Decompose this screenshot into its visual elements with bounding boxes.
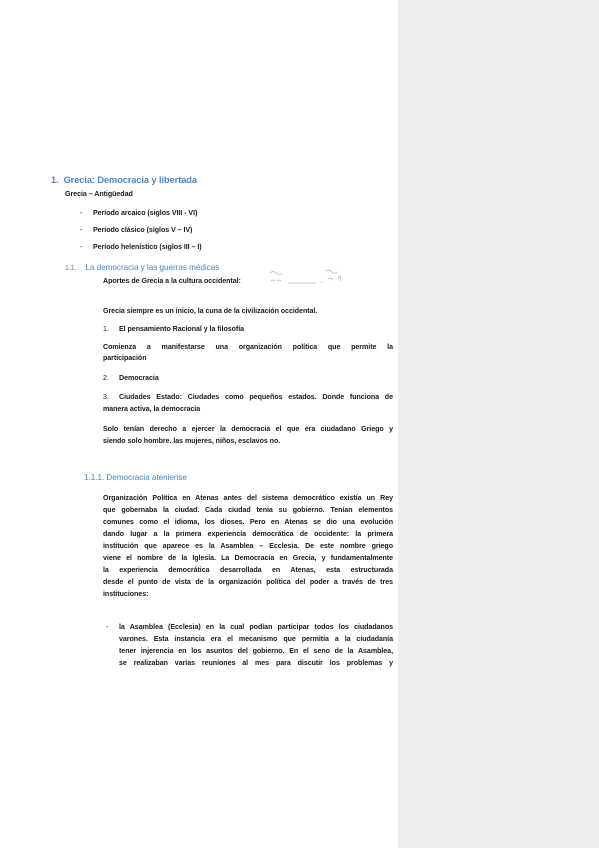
heading-2-title: La democracia y las guerras médicas [85, 263, 220, 272]
numbered-item-text: Democracia [119, 374, 159, 382]
list-bullet: - [80, 227, 83, 234]
heading-1-number: 1. [51, 175, 59, 185]
paragraph-line: dando lugar a la primera experiencia democrática de occidente: la primera [103, 530, 393, 538]
paragraph-line: comunes como el idioma, los dioses. Pero en Atenas se dio una evolución [103, 518, 393, 526]
heading-1 [51, 175, 197, 186]
list-bullet: - [80, 210, 83, 217]
numbered-item-cont: manera activa, la democracia [103, 405, 201, 413]
heading-2 [65, 263, 219, 274]
intro-text: Grecia siempre es un inicio, la cuna de la civilización occidental. [103, 307, 318, 315]
heading-2-number: 1.1. [65, 265, 77, 272]
period-item: Período arcaico (siglos VIII - VI) [93, 209, 198, 217]
heading-1-title: Grecia: Democracia y libertada [63, 175, 197, 185]
paragraph-line: siendo solo hombre. las mujeres, niños, esclavos no. [103, 437, 281, 445]
list-bullet: - [106, 624, 109, 631]
subtitle: Grecia – Antigüedad [65, 190, 133, 198]
paragraph-line: participación [103, 354, 147, 362]
bullet-line: la Asamblea (Ecclesia) en la cual podían participar todos los ciudadanos [119, 623, 393, 631]
handwritten-sketch [268, 267, 378, 293]
comment-pane [398, 0, 599, 848]
bullet-line: se realizaban varias reuniones al mes para discutir los problemas y [119, 659, 393, 667]
list-bullet: - [80, 244, 83, 251]
aportes-label: Aportes de Grecia a la cultura occidental: [103, 277, 241, 285]
paragraph-line: desde el punto de vista de la organización política del poder a través de tres [103, 578, 393, 586]
period-item: Período clásico (siglos V – IV) [93, 226, 193, 234]
paragraph-line: viene el nombre de la Iglesia. La Democracia en Grecia, y fundamentalmente [103, 554, 393, 562]
paragraph-line: institución que aparece es la Asamblea – Ecclesia. De este nombre griego [103, 542, 393, 550]
numbered-item-text: El pensamiento Racional y la filosofía [119, 325, 245, 333]
numbered-item-num: 2. [103, 374, 109, 382]
numbered-item-text: Ciudades Estado: Ciudades como pequeños estados. Donde funciona de [119, 393, 393, 401]
paragraph-line: instituciones: [103, 590, 149, 598]
paragraph-line: Comienza a manifestarse una organización política que permite la [103, 343, 393, 351]
heading-3: 1.1.1. Democracia ateniense [84, 473, 187, 482]
period-item: Período helenístico (siglos III – I) [93, 243, 202, 251]
bullet-line: varones. Esta instancia era el mecanismo que permitía a la ciudadanía [119, 635, 393, 643]
paragraph-line: la experiencia democrática desarrollada en Atenas, esta estructurada [103, 566, 393, 574]
numbered-item-num: 1. [103, 325, 109, 333]
paragraph-line: Solo tenían derecho a ejercer la democracia el que era ciudadano Griego y [103, 425, 393, 433]
paragraph-line: que gobernaba la ciudad. Cada ciudad tenía su gobierno. Tenían elementos [103, 506, 393, 514]
paragraph-line: Organización Política en Atenas antes del sistema democrático existía un Rey [103, 494, 393, 502]
numbered-item-num: 3. [103, 393, 109, 401]
bullet-line: tener injerencia en los asuntos del gobierno. En el seno de la Asamblea, [119, 647, 393, 655]
